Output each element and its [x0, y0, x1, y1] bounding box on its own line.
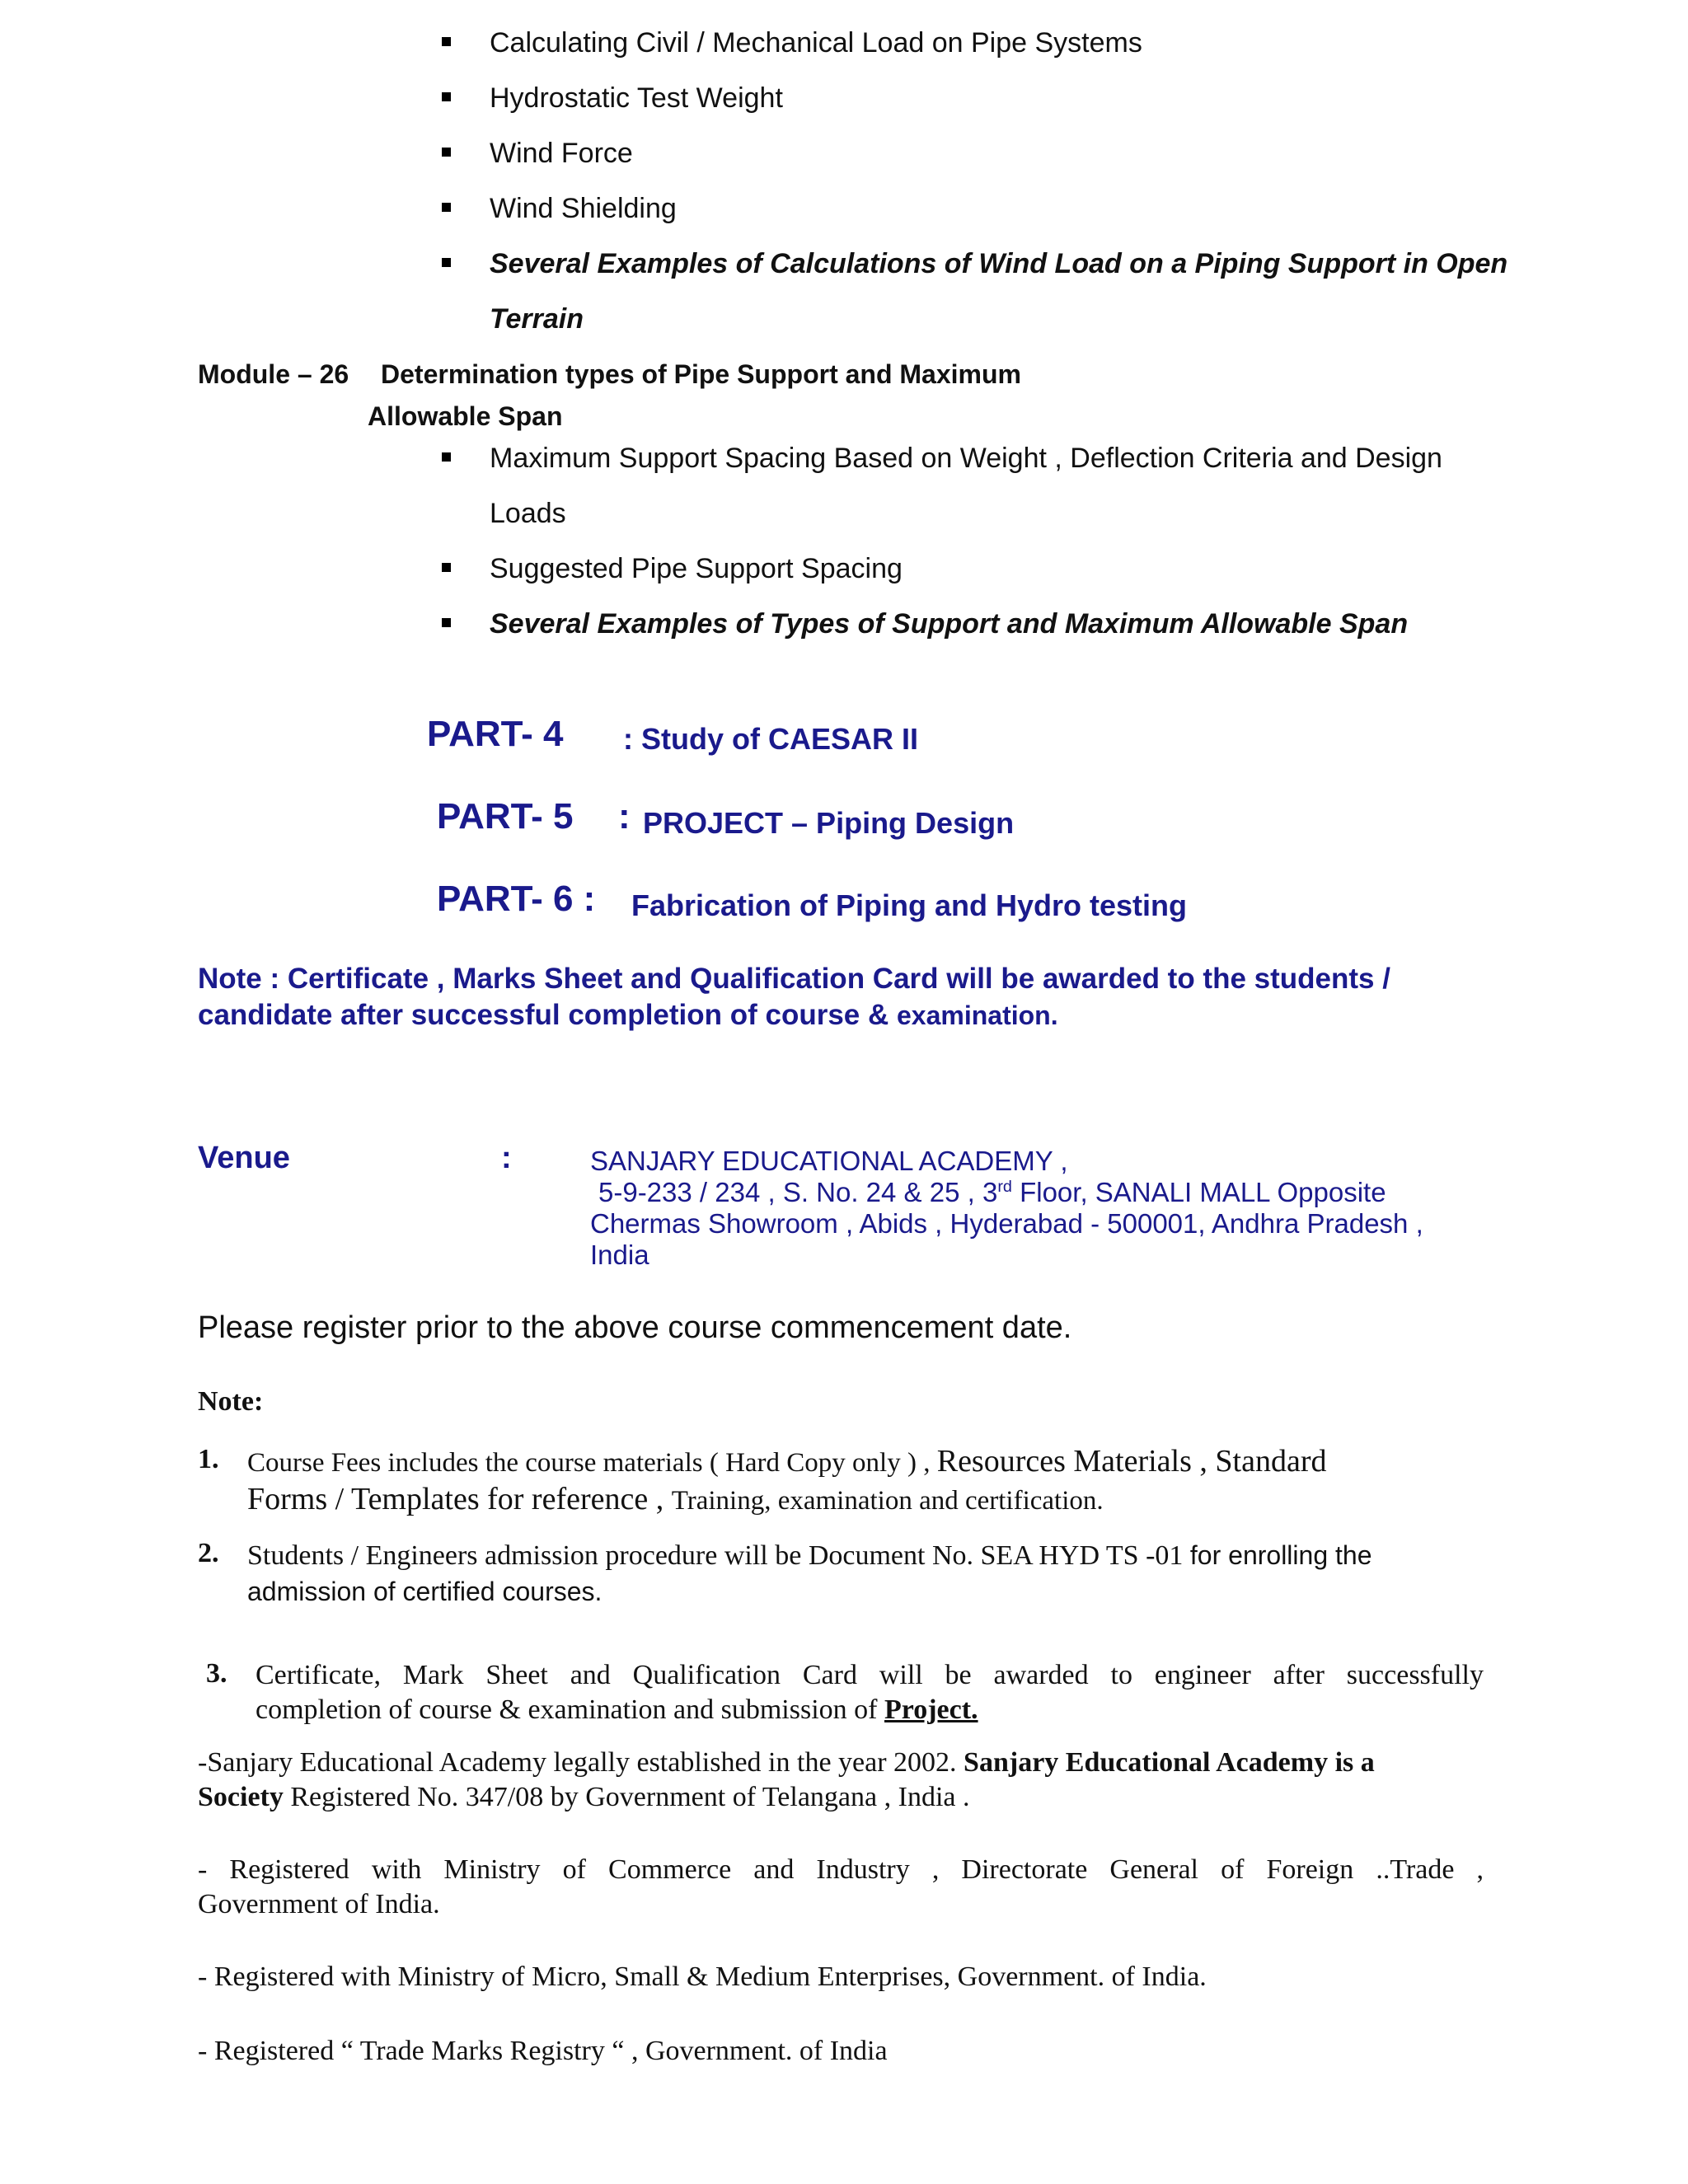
part-6-label: PART- 6 :	[437, 879, 596, 919]
list-item-text: Wind Force	[490, 138, 633, 169]
note-3-project-link: Project.	[884, 1694, 978, 1725]
part-5-colon: :	[618, 796, 631, 837]
note-2-line1-text: Students / Engineers admission procedure will be Document No. SEA HYD TS -01	[247, 1540, 1190, 1571]
venue-address-line4: India	[590, 1240, 649, 1270]
note-2-line1	[247, 1538, 1372, 1573]
venue-colon: :	[501, 1141, 512, 1175]
note-number: 3.	[206, 1658, 227, 1689]
module-number: Module – 26	[198, 359, 349, 389]
para-society-text: Registered No. 347/08 by Government of Telangana , India .	[283, 1782, 970, 1812]
venue-address-superscript: rd	[997, 1178, 1012, 1196]
part-5-label: PART- 5	[437, 796, 574, 837]
bullet-square-icon	[442, 92, 451, 101]
para-trademark: - Registered “ Trade Marks Registry “ , Government. of India	[198, 2036, 888, 2066]
venue-address-line2-rest: Floor, SANALI MALL Opposite	[1011, 1177, 1386, 1207]
para-established-bold: Sanjary Educational Academy is a	[964, 1747, 1375, 1778]
bullet-square-icon	[442, 452, 451, 462]
note-2-line2	[247, 1574, 602, 1610]
list-item-text: Calculating Civil / Mechanical Load on Pipe Systems	[490, 27, 1142, 59]
part-5-title: PROJECT – Piping Design	[643, 806, 1015, 840]
para-msme: - Registered with Ministry of Micro, Small & Medium Enterprises, Government. of India.	[198, 1961, 1207, 1992]
part-4-label: PART- 4	[427, 714, 564, 754]
certificate-note-line2	[198, 997, 1058, 1033]
list-item-text: Wind Shielding	[490, 193, 677, 224]
list-item-text: Several Examples of Types of Support and Maximum Allowable Span	[490, 608, 1409, 640]
list-item-continuation: Terrain	[490, 303, 584, 335]
para-society-bold: Society	[198, 1782, 284, 1812]
bullet-square-icon	[442, 258, 451, 267]
list-item-text: Several Examples of Calculations of Wind Load on a Piping Support in Open	[490, 248, 1508, 279]
note-3-line2	[256, 1693, 978, 1727]
note-3-body	[256, 1658, 1484, 1693]
note-1-line1	[247, 1444, 1326, 1480]
para-established-text: -Sanjary Educational Academy legally established in the year 2002.	[198, 1747, 964, 1778]
note-1-line2-text: Forms / Templates for reference ,	[247, 1482, 672, 1516]
list-item-continuation: Loads	[490, 498, 566, 529]
note-1-line2	[247, 1482, 1104, 1518]
bullet-square-icon	[442, 148, 451, 157]
note-2-line1-end: for enrolling the	[1189, 1540, 1372, 1570]
note-3-line2-text: completion of course & examination and submission of	[256, 1694, 884, 1725]
venue-label: Venue	[198, 1141, 290, 1175]
list-item-text: Hydrostatic Test Weight	[490, 82, 783, 114]
venue-address-line3: Chermas Showroom , Abids , Hyderabad - 500001, Andhra Pradesh ,	[590, 1208, 1423, 1239]
note-1-line2-end: Training, examination and certification.	[671, 1486, 1104, 1516]
note-1-line1-end: Resources Materials , Standard	[936, 1444, 1327, 1479]
venue-address-line2	[598, 1177, 1386, 1208]
bullet-square-icon	[442, 203, 451, 212]
note-heading: Note:	[198, 1386, 264, 1417]
note-3-line1: Certificate, Mark Sheet and Qualification Card will be awarded to engineer after successfully	[256, 1660, 1484, 1690]
para-established-line2	[198, 1780, 969, 1815]
note-number: 2.	[198, 1538, 219, 1568]
certificate-note-line2-end: examination.	[897, 1001, 1058, 1030]
module-title-line2: Allowable Span	[368, 401, 563, 431]
part-4-title: : Study of CAESAR II	[623, 722, 918, 756]
certificate-note-line2-text: candidate after successful completion of course &	[198, 999, 897, 1031]
module-title-line1: Determination types of Pipe Support and Maximum	[381, 359, 1021, 389]
venue-address-line2-text: 5-9-233 / 234 , S. No. 24 & 25 , 3	[598, 1177, 998, 1207]
para-commerce-line1: - Registered with Ministry of Commerce and Industry , Directorate General of Foreign ..Trade ,	[198, 1854, 1484, 1885]
para-commerce	[198, 1853, 1484, 1887]
list-item-text: Maximum Support Spacing Based on Weight , Deflection Criteria and Design	[490, 443, 1442, 474]
bullet-square-icon	[442, 563, 451, 572]
venue-address-line1: SANJARY EDUCATIONAL ACADEMY ,	[590, 1146, 1068, 1176]
note-number: 1.	[198, 1444, 219, 1474]
bullet-square-icon	[442, 37, 451, 46]
register-text: Please register prior to the above course commencement date.	[198, 1310, 1072, 1345]
bullet-square-icon	[442, 618, 451, 627]
para-commerce-line2: Government of India.	[198, 1889, 440, 1919]
note-1-line1-text: Course Fees includes the course materials ( Hard Copy only ) ,	[247, 1448, 937, 1478]
certificate-note-line1: Note : Certificate , Marks Sheet and Qualification Card will be awarded to the students /	[198, 963, 1390, 995]
para-established-line1	[198, 1746, 1375, 1780]
note-2-line2-text: admission of certified courses.	[247, 1577, 603, 1606]
list-item-text: Suggested Pipe Support Spacing	[490, 553, 903, 584]
part-6-title: Fabrication of Piping and Hydro testing	[631, 888, 1188, 922]
